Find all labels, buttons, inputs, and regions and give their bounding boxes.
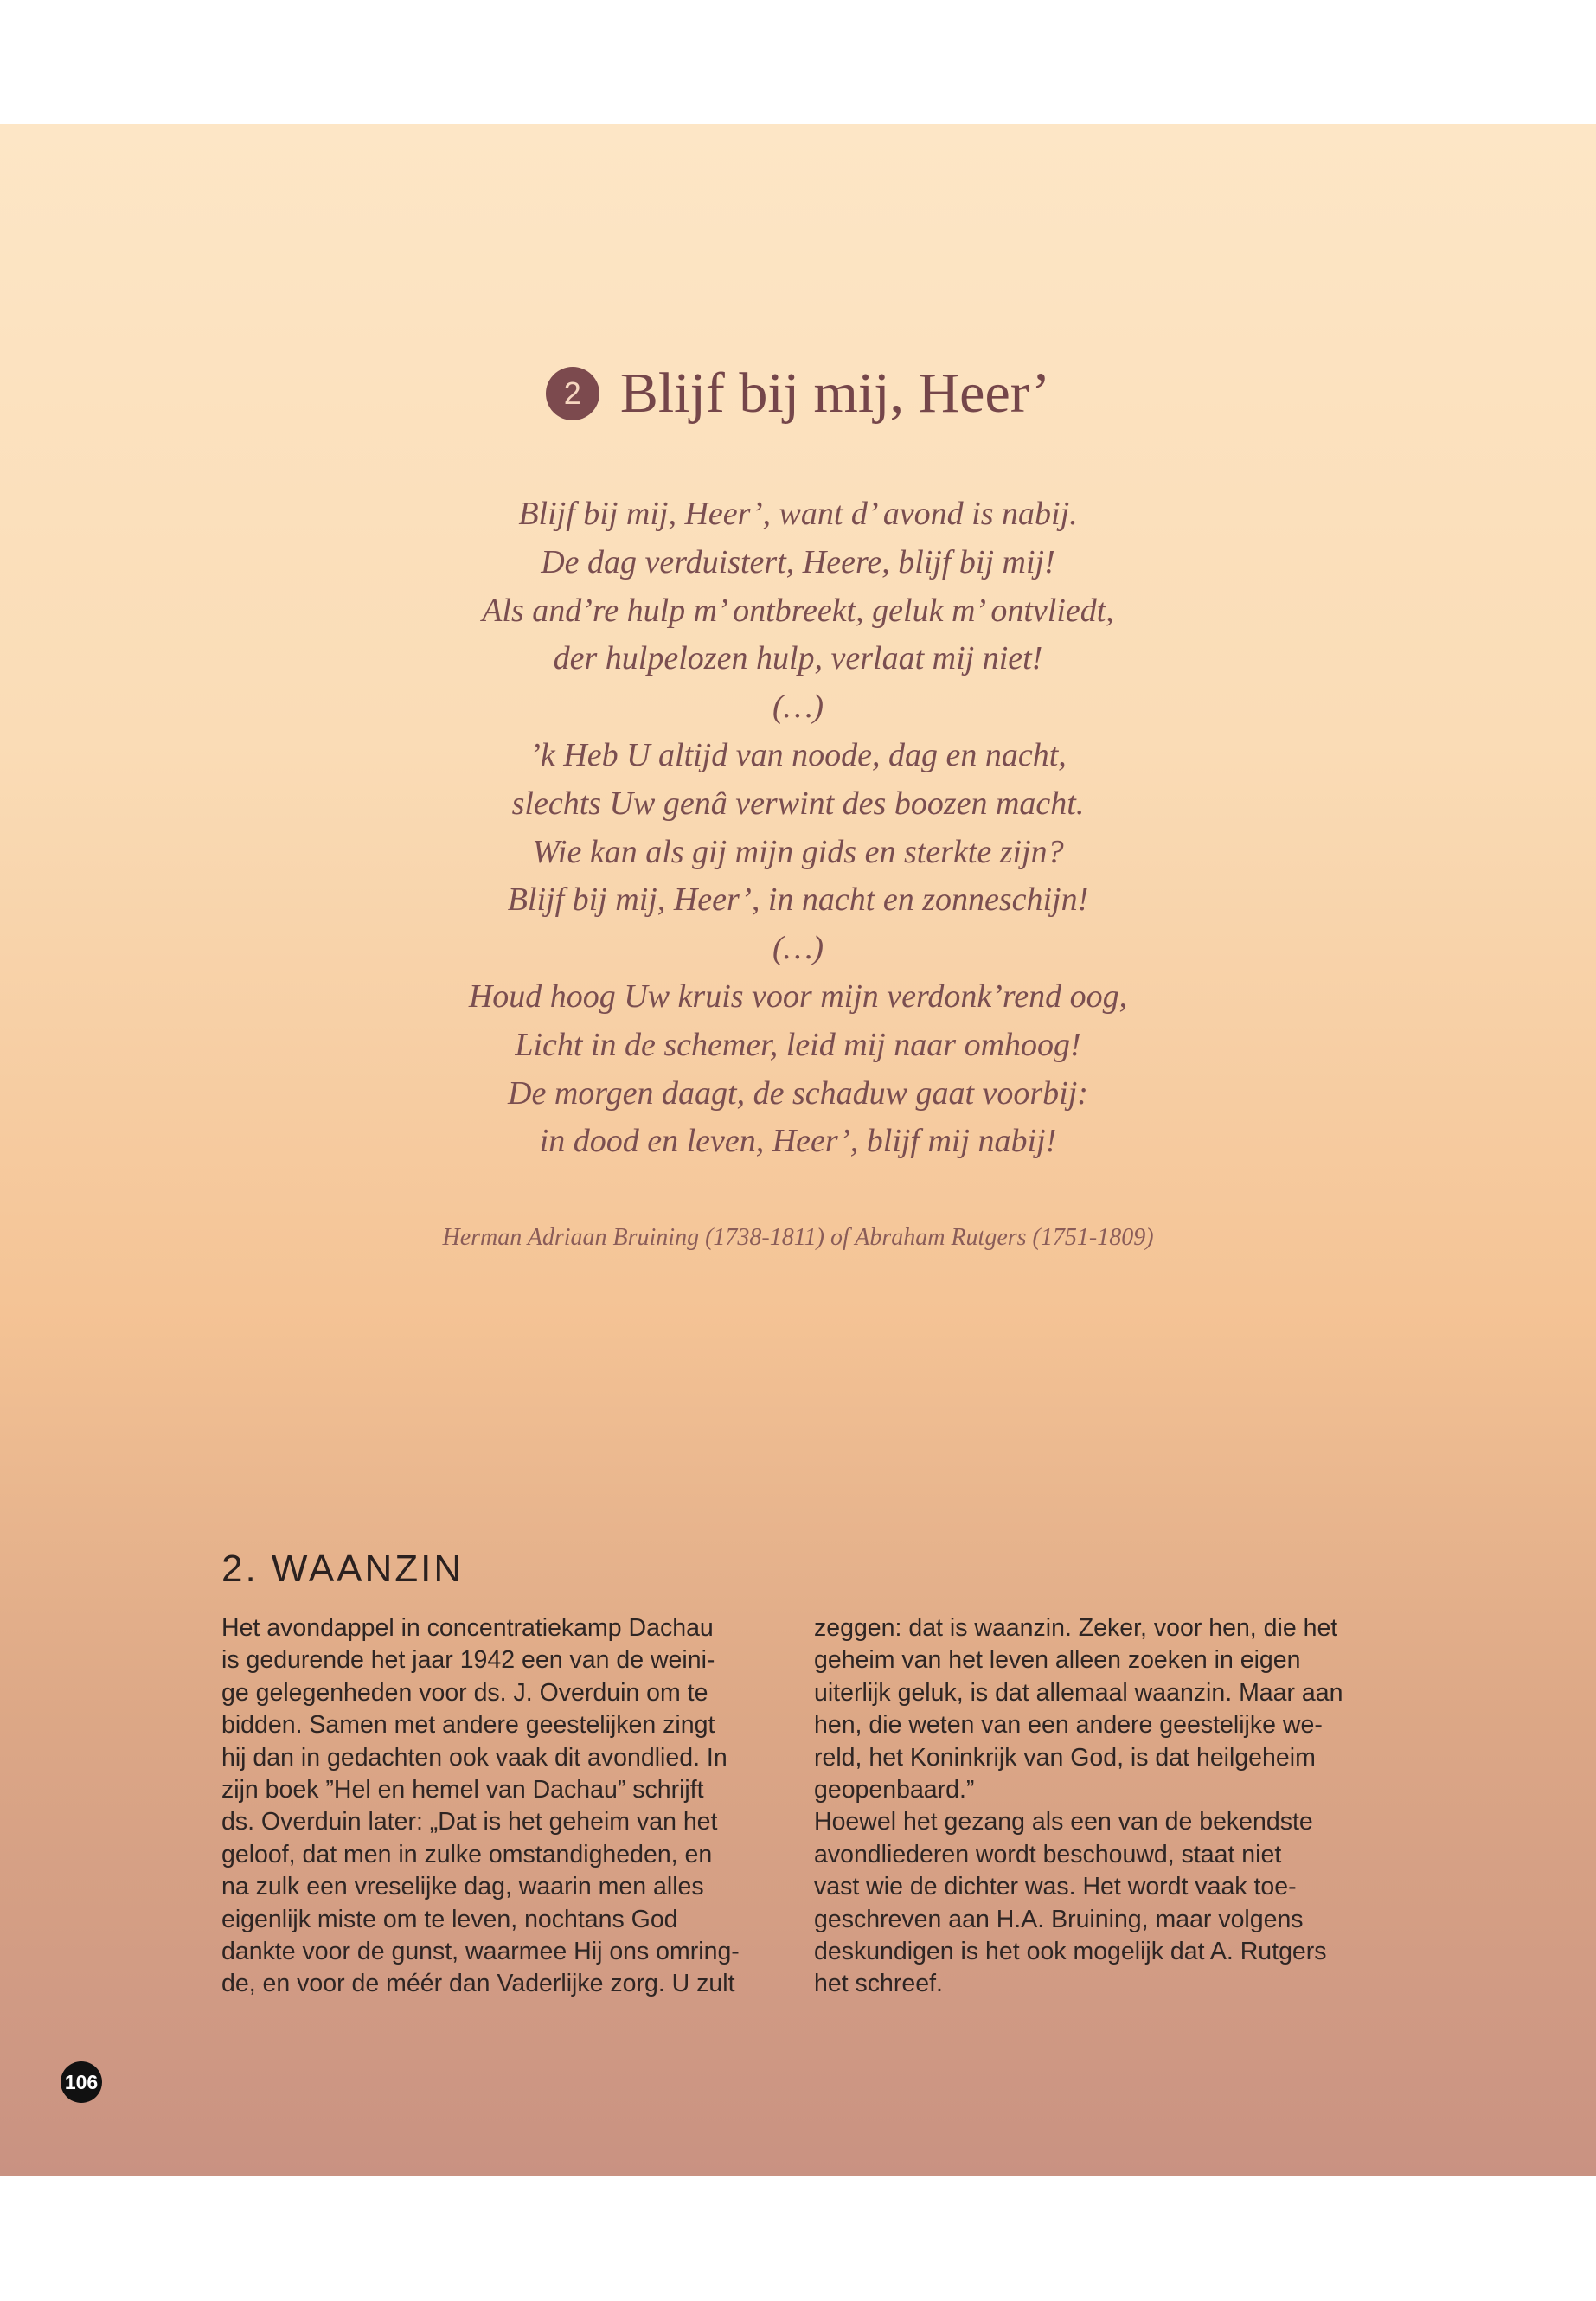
poem-line: slechts Uw genâ verwint des boozen macht. [511,785,1085,822]
poem-line: in dood en leven, Heer’, blijf mij nabij! [539,1123,1057,1160]
text-line: geopenbaard.” [814,1776,975,1804]
text-line: vast wie de dichter was. Het wordt vaak toe- [814,1873,1297,1901]
text-line: de, en voor de méér dan Vaderlijke zorg. U zult [221,1970,735,1998]
article-column-left [221,1612,775,2001]
text-line: eigenlijk miste om te leven, nochtans God [221,1905,678,1933]
text-line: bidden. Samen met andere geestelijken zingt [221,1711,715,1740]
poem-line: Wie kan als gij mijn gids en sterkte zijn? [532,833,1064,870]
poem-line: De morgen daagt, de schaduw gaat voorbij: [508,1074,1088,1112]
song-title: Blijf bij mij, Heer’ [619,362,1051,425]
song-header [0,362,1596,425]
text-line: reld, het Koninkrijk van God, is dat heilgeheim [814,1743,1316,1772]
text-line: is gedurende het jaar 1942 een van de weini- [221,1646,715,1675]
text-line: geschreven aan H.A. Bruining, maar volgens [814,1905,1304,1933]
text-line: avondliederen wordt beschouwd, staat niet [814,1840,1282,1868]
text-line: ds. Overduin later: „Dat is het geheim van het [221,1808,718,1836]
text-line: Hoewel het gezang als een van de bekendste [814,1808,1313,1836]
text-line: geloof, dat men in zulke omstandigheden, en [221,1840,713,1868]
text-line: uiterlijk geluk, is dat allemaal waanzin. Maar aan [814,1678,1343,1707]
poem-line: De dag verduistert, Heere, blijf bij mij! [541,543,1055,580]
poem-line: Blijf bij mij, Heer’, in nacht en zonneschijn! [507,881,1089,919]
poem-line: (…) [772,689,824,726]
poem-line: Blijf bij mij, Heer’, want d’ avond is nabij. [518,496,1078,532]
text-line: deskundigen is het ook mogelijk dat A. Rutgers [814,1938,1327,1966]
song-number-badge: 2 [546,367,599,420]
poem-text [0,490,1596,1166]
text-line: hen, die weten van een andere geestelijke we- [814,1711,1323,1740]
poem-line: (…) [772,930,824,967]
section-heading: 2. WAANZIN [221,1548,465,1590]
text-line: Het avondappel in concentratiekamp Dachau [221,1614,714,1642]
poem-line: Houd hoog Uw kruis voor mijn verdonk’rend oog, [468,977,1128,1015]
text-line: het schreef. [814,1970,943,1998]
poem-line: Als and’re hulp m’ ontbreekt, geluk m’ ontvliedt, [482,592,1114,629]
text-line: zijn boek ”Hel en hemel van Dachau” schrijft [221,1776,704,1804]
article-column-right [814,1612,1368,2001]
page-number-badge: 106 [61,2061,102,2103]
text-line: na zulk een vreselijke dag, waarin men alles [221,1873,704,1901]
text-line: geheim van het leven alleen zoeken in eigen [814,1646,1301,1675]
text-line: zeggen: dat is waanzin. Zeker, voor hen, die het [814,1614,1338,1642]
text-line: hij dan in gedachten ook vaak dit avondlied. In [221,1743,727,1772]
poem-line: Licht in de schemer, leid mij naar omhoog! [515,1026,1081,1063]
text-line: ge gelegenheden voor ds. J. Overduin om te [221,1678,708,1707]
poem-credit: Herman Adriaan Bruining (1738-1811) of Abraham Rutgers (1751-1809) [442,1224,1154,1251]
poem-line: der hulpelozen hulp, verlaat mij niet! [553,640,1043,677]
text-line: dankte voor de gunst, waarmee Hij ons omring- [221,1938,740,1966]
poem-line: ’k Heb U altijd van noode, dag en nacht, [529,736,1067,773]
